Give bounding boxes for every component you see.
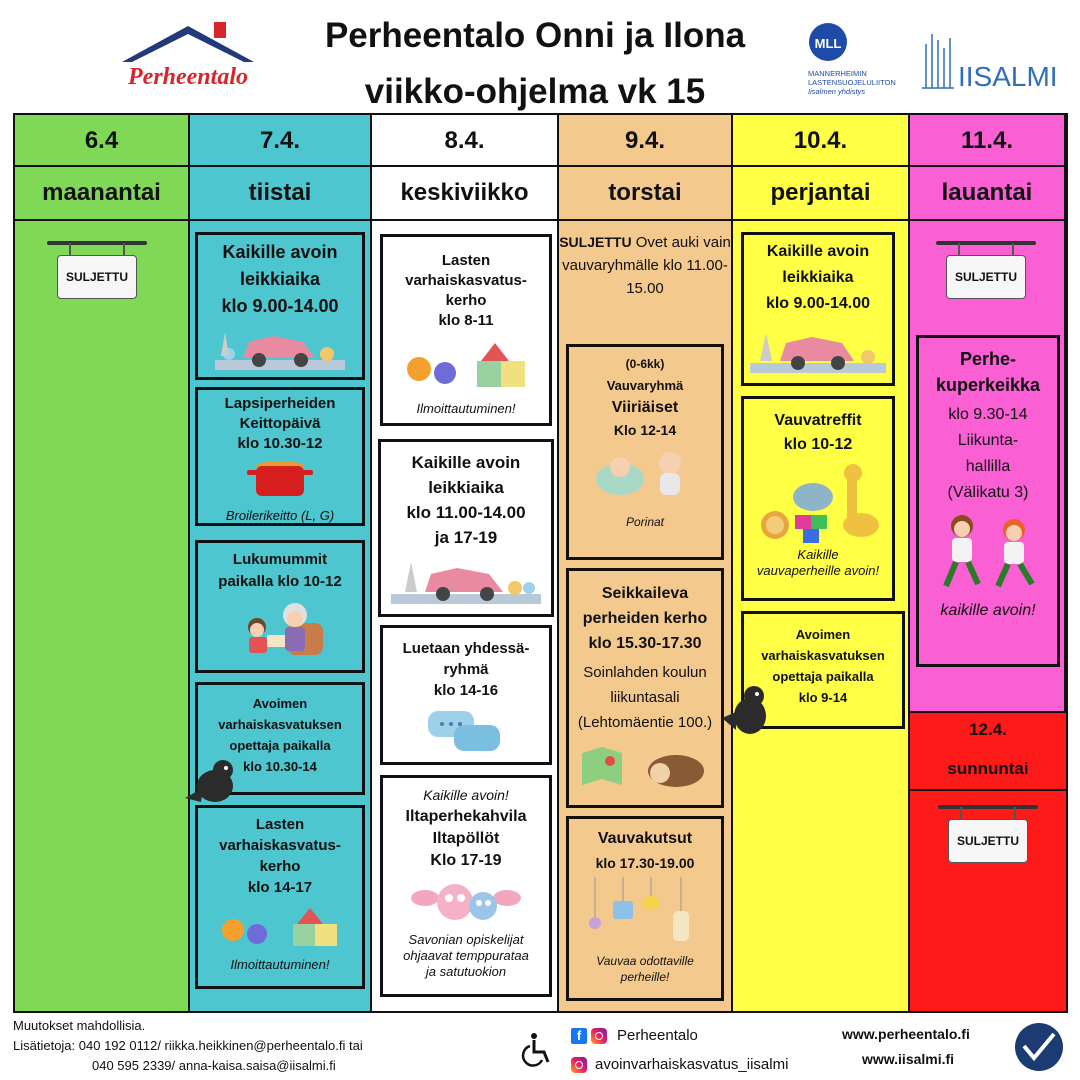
date-thursday: 9.4. xyxy=(559,115,731,167)
svg-text:Iisalmen yhdistys: Iisalmen yhdistys xyxy=(808,87,866,96)
social-perheentalo[interactable]: f Perheentalo xyxy=(571,1027,698,1044)
column-tuesday xyxy=(190,115,372,1011)
crow-mascot-icon xyxy=(183,758,243,808)
grandmother-reading-icon xyxy=(235,597,325,657)
svg-text:MANNERHEIMIN: MANNERHEIMIN xyxy=(808,69,867,78)
date-saturday: 11.4. xyxy=(910,115,1064,167)
toy-car-icon xyxy=(750,321,886,375)
toy-animals-icon xyxy=(753,463,883,547)
day-name-thursday: torstai xyxy=(559,167,731,221)
event-reading-grannies: Lukumummit paikalla klo 10-12 xyxy=(195,540,365,673)
social-instagram-avoin[interactable]: avoinvarhaiskasvatus_iisalmi xyxy=(571,1056,788,1073)
day-name-sunday: sunnuntai xyxy=(910,747,1066,791)
event-open-playtime-friday: Kaikille avoin leikkiaika klo 9.00-14.00 xyxy=(741,232,895,386)
map-hedgehog-icon xyxy=(580,743,710,789)
handprints-blocks-icon xyxy=(401,339,531,395)
svg-text:LASTENSUOJELULIITON: LASTENSUOJELULIITON xyxy=(808,78,896,87)
event-kids-club-tuesday: Lasten varhaiskasvatus- kerho klo 14-17 Ilmoittautuminen! xyxy=(195,805,365,989)
facebook-icon: f xyxy=(571,1028,587,1044)
column-wednesday xyxy=(372,115,559,1011)
website-perheentalo[interactable]: www.perheentalo.fi xyxy=(842,1026,970,1042)
instagram-icon xyxy=(591,1028,607,1044)
date-friday: 10.4. xyxy=(733,115,908,167)
column-monday xyxy=(15,115,190,1011)
weekly-schedule xyxy=(13,113,1068,1013)
footer-contact-line2: 040 595 2339/ anna-kaisa.saisa@iisalmi.fi xyxy=(92,1058,336,1073)
event-baby-group: (0-6kk) Vauvaryhmä Viiriäiset Klo 12-14 Porinat xyxy=(566,344,724,560)
date-wednesday: 8.4. xyxy=(372,115,557,167)
toy-car-icon xyxy=(215,322,345,372)
day-name-tuesday: tiistai xyxy=(190,167,370,221)
babies-icon xyxy=(590,445,700,507)
event-kids-club-wednesday: Lasten varhaiskasvatus- kerho klo 8-11 Ilmoittautuminen! xyxy=(380,234,552,426)
event-read-together: Luetaan yhdessä- ryhmä klo 14-16 xyxy=(380,625,552,765)
date-tuesday: 7.4. xyxy=(190,115,370,167)
day-name-monday: maanantai xyxy=(15,167,188,221)
closed-sign-sunday: SULJETTU xyxy=(938,805,1038,865)
svg-text:MLL: MLL xyxy=(814,36,842,51)
day-name-saturday: lauantai xyxy=(910,167,1064,221)
date-monday: 6.4 xyxy=(15,115,188,167)
event-evening-cafe: Kaikille avoin! Iltaperhekahvila Iltapöllöt Klo 17-19 Savonian opiskelijat ohjaavat temppurataa ja satutuokion xyxy=(380,775,552,997)
page-title-line2: viikko-ohjelma vk 15 xyxy=(364,72,706,111)
perheentalo-logo xyxy=(118,18,258,98)
footer-changes-note: Muutokset mahdollisia. xyxy=(13,1018,146,1033)
closed-sign-monday: SULJETTU xyxy=(47,241,147,301)
instagram-icon xyxy=(571,1057,587,1073)
handprints-blocks-icon xyxy=(215,904,345,952)
event-open-playtime-wednesday: Kaikille avoin leikkiaika klo 11.00-14.00 ja 17-19 xyxy=(378,439,554,617)
column-friday xyxy=(733,115,910,1011)
soup-pot-icon xyxy=(245,458,315,502)
svg-text:IISALMI: IISALMI xyxy=(958,61,1058,92)
event-soup-day: Lapsiperheiden Keittopäivä klo 10.30-12 Broilerikeitto (L, G) xyxy=(195,387,365,526)
event-baby-meetup: Vauvatreffit klo 10-12 Kaikille vauvaperheille avoin! xyxy=(741,396,895,601)
thursday-notice: SULJETTU Ovet auki vain vauvaryhmälle klo 11.00-15.00 xyxy=(559,234,731,297)
running-kids-icon xyxy=(928,512,1048,592)
emblem-logo-icon xyxy=(1014,1022,1064,1072)
day-name-friday: perjantai xyxy=(733,167,908,221)
event-family-somersault: Perhe- kuperkeikka klo 9.30-14 Liikunta- hallilla (Välikatu 3) kaikille avoin! xyxy=(916,335,1060,667)
speech-bubbles-icon xyxy=(426,707,506,759)
column-sunday xyxy=(910,711,1066,1011)
website-iisalmi[interactable]: www.iisalmi.fi xyxy=(862,1051,955,1067)
mll-logo xyxy=(808,22,904,106)
page-title-line1: Perheentalo Onni ja Ilona xyxy=(324,16,746,55)
event-teacher-present-friday: Avoimen varhaiskasvatuksen opettaja paikalla klo 9-14 xyxy=(741,611,905,729)
baby-mobile-icon xyxy=(585,877,705,953)
crow-mascot-icon xyxy=(718,684,778,744)
iisalmi-logo xyxy=(918,30,1063,94)
event-adventure-club: Seikkaileva perheiden kerho klo 15.30-17.30 Soinlahden koulun liikuntasali (Lehtomäentie 100.) xyxy=(566,568,724,808)
wheelchair-icon xyxy=(520,1032,556,1068)
event-baby-shower: Vauvakutsut klo 17.30-19.00 Vauvaa odottaville perheille! xyxy=(566,816,724,1001)
date-sunday: 12.4. xyxy=(969,720,1007,739)
closed-sign-saturday: SULJETTU xyxy=(936,241,1036,301)
event-open-playtime: Kaikille avoin leikkiaika klo 9.00-14.00 xyxy=(195,232,365,380)
owls-icon xyxy=(411,876,521,926)
svg-text:Perheentalo: Perheentalo xyxy=(128,64,248,90)
event-teacher-present-tuesday: Avoimen varhaiskasvatuksen opettaja paikalla klo 10.30-14 xyxy=(195,682,365,795)
day-name-wednesday: keskiviikko xyxy=(372,167,557,221)
footer-contact-line1: Lisätietoja: 040 192 0112/ riikka.heikkinen@perheentalo.fi tai xyxy=(13,1038,363,1053)
toy-car-icon xyxy=(391,554,541,606)
column-thursday xyxy=(559,115,733,1011)
